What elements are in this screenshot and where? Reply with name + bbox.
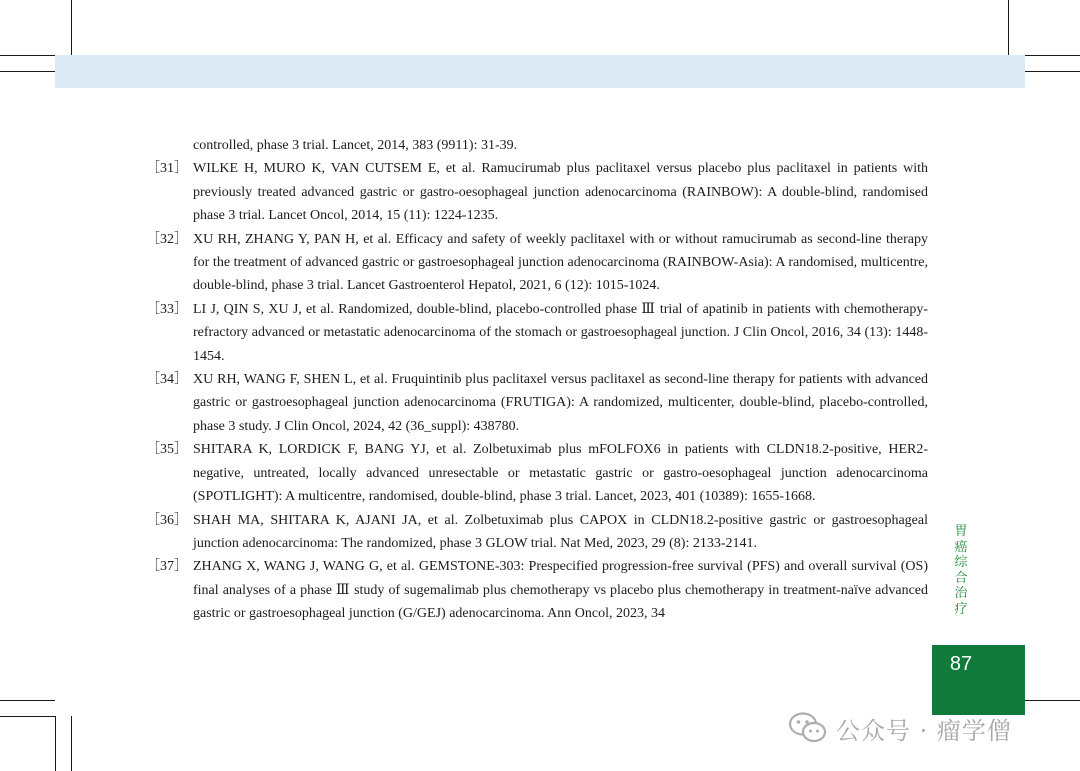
reference-number: ［34］ bbox=[146, 372, 188, 388]
crop-mark-bottom-left-vertical bbox=[71, 716, 72, 771]
reference-number: ［32］ bbox=[146, 231, 188, 247]
reference-number: ［33］ bbox=[146, 301, 188, 317]
page-number-box bbox=[932, 645, 1025, 715]
crop-mark-bottom-left-inner bbox=[55, 716, 56, 771]
reference-item bbox=[138, 555, 928, 625]
reference-text: SHITARA K, LORDICK F, BANG YJ, et al. Zolbetuximab plus mFOLFOX6 in patients with CLDN18.2-positive, HER2-negative, untreated, locally advanced unresectable or metastatic gastric or gastro-oesophageal junction adenocarcinoma (SPOTLIGHT): A multicentre, randomised, double-blind, phase 3 trial. Lancet, 2023, 401 (10389): 1655-1668. bbox=[193, 442, 928, 505]
reference-text: SHAH MA, SHITARA K, AJANI JA, et al. Zolbetuximab plus CAPOX in CLDN18.2-positive gastric or gastroesophageal junction adenocarcinoma: The randomized, phase 3 GLOW trial. Nat Med, 2023, 29 (8): 2133-2141. bbox=[193, 512, 928, 551]
reference-continuation: controlled, phase 3 trial. Lancet, 2014, 383 (9911): 31-39. bbox=[193, 138, 518, 153]
reference-item bbox=[138, 298, 928, 368]
reference-number: ［31］ bbox=[146, 161, 188, 177]
header-band bbox=[55, 55, 1025, 88]
reference-number: ［35］ bbox=[146, 442, 188, 458]
reference-item bbox=[138, 509, 928, 556]
reference-text: WILKE H, MURO K, VAN CUTSEM E, et al. Ramucirumab plus paclitaxel versus placebo plus paclitaxel in patients with previously treated advanced gastric or gastro-oesophageal junction adenocarcinoma (RAINBOW): A double-blind, randomised phase 3 trial. Lancet Oncol, 2014, 15 (11): 1224-1235. bbox=[193, 161, 928, 224]
reference-number: ［37］ bbox=[146, 559, 188, 575]
reference-item bbox=[138, 157, 928, 227]
side-section-title: 胃癌综合治疗 bbox=[954, 524, 968, 617]
page-number: 87 bbox=[949, 653, 973, 675]
crop-mark-top-left-vertical bbox=[71, 0, 72, 55]
crop-mark-top-left-outer bbox=[0, 71, 55, 72]
crop-mark-top-right-outer bbox=[1025, 71, 1080, 72]
reference-item bbox=[138, 368, 928, 438]
reference-item bbox=[138, 438, 928, 508]
reference-list bbox=[138, 134, 928, 626]
crop-mark-top-right-vertical bbox=[1008, 0, 1009, 55]
reference-number: ［36］ bbox=[146, 512, 188, 528]
crop-mark-bottom-right-horizontal bbox=[1025, 700, 1080, 701]
reference-text: XU RH, ZHANG Y, PAN H, et al. Efficacy and safety of weekly paclitaxel with or without ramucirumab as second-line therapy for the treatment of advanced gastric or gastroesophageal junction adenocarcinoma (RAINBOW-Asia): A randomised, multicentre, double-blind, phase 3 trial. Lancet Gastroenterol Hepatol, 2021, 6 (12): 1015-1024. bbox=[193, 231, 928, 294]
crop-mark-top-left-horizontal bbox=[0, 55, 55, 56]
watermark-text: 公众号 · 瘤学僧 bbox=[836, 716, 1012, 745]
crop-mark-top-right-horizontal bbox=[1025, 55, 1080, 56]
crop-mark-bottom-left-outer bbox=[0, 700, 55, 701]
reference-item bbox=[138, 228, 928, 298]
crop-mark-bottom-left-horizontal bbox=[0, 716, 55, 717]
reference-text: ZHANG X, WANG J, WANG G, et al. GEMSTONE-303: Prespecified progression-free survival (PFS) and overall survival (OS) final analyses of a phase Ⅲ study of sugemalimab plus chemotherapy vs placebo plus chemotherapy in treatment-naïve advanced gastric or gastroesophageal junction (G/GEJ) adenocarcinoma. Ann Oncol, 2023, 34 bbox=[193, 559, 928, 622]
watermark bbox=[788, 708, 1012, 748]
wechat-icon bbox=[788, 711, 828, 745]
reference-text: LI J, QIN S, XU J, et al. Randomized, double-blind, placebo-controlled phase Ⅲ trial of apatinib in patients with chemotherapy-refractory advanced or metastatic adenocarcinoma of the stomach or gastroesophageal junction. J Clin Oncol, 2016, 34 (13): 1448-1454. bbox=[193, 301, 928, 364]
reference-text: XU RH, WANG F, SHEN L, et al. Fruquintinib plus paclitaxel versus paclitaxel as second-line therapy for patients with advanced gastric or gastroesophageal junction adenocarcinoma (FRUTIGA): A randomized, multicenter, double-blind, placebo-controlled, phase 3 study. J Clin Oncol, 2024, 42 (36_suppl): 438780. bbox=[193, 372, 928, 434]
